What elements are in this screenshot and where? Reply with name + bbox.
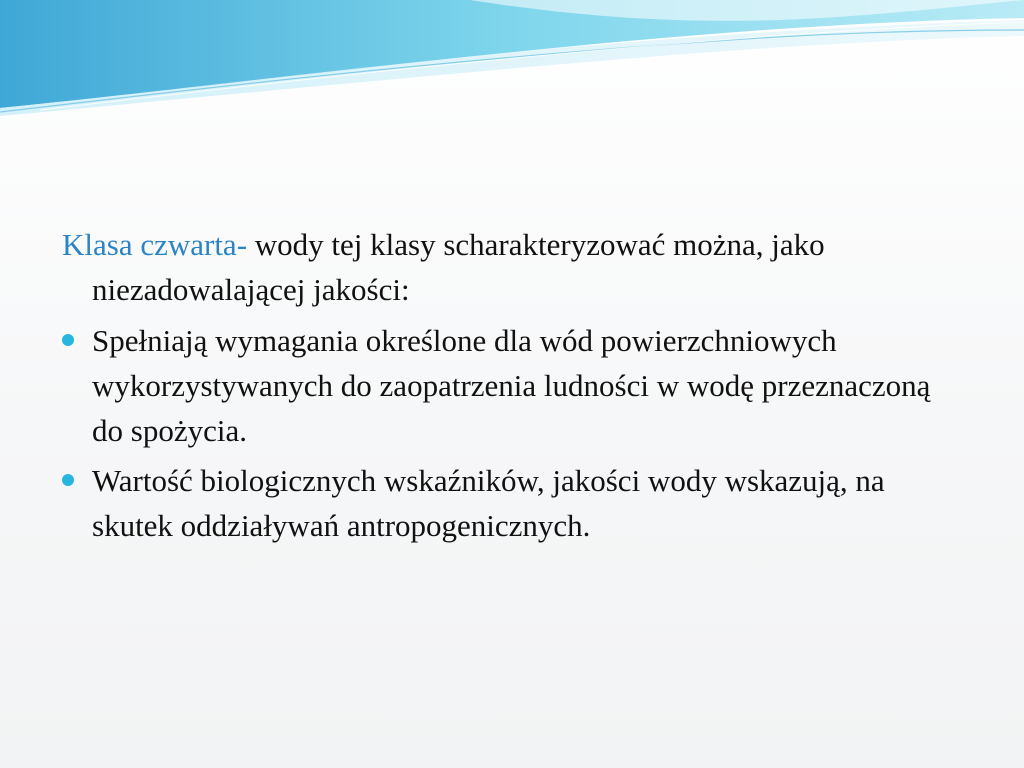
bullet-dot-icon [62, 474, 74, 486]
list-item [62, 318, 962, 453]
bullet-dot-icon [62, 334, 74, 346]
intro-accent-text: Klasa czwarta- [62, 227, 248, 262]
bullet-text: Spełniają wymagania określone dla wód powierzchniowych wykorzystywanych do zaopatrzenia ludności w wodę przeznaczoną do spożycia. [92, 323, 931, 448]
list-item [62, 458, 962, 548]
header-wave-decoration [0, 0, 1024, 120]
intro-text: wody tej klasy scharakteryzować można, jako niezadowalającej jakości: [92, 227, 825, 307]
slide-body [62, 222, 962, 553]
bullet-list [62, 318, 962, 548]
intro-paragraph [62, 222, 962, 312]
bullet-text: Wartość biologicznych wskaźników, jakości wody wskazują, na skutek oddziaływań antropogenicznych. [92, 463, 885, 543]
